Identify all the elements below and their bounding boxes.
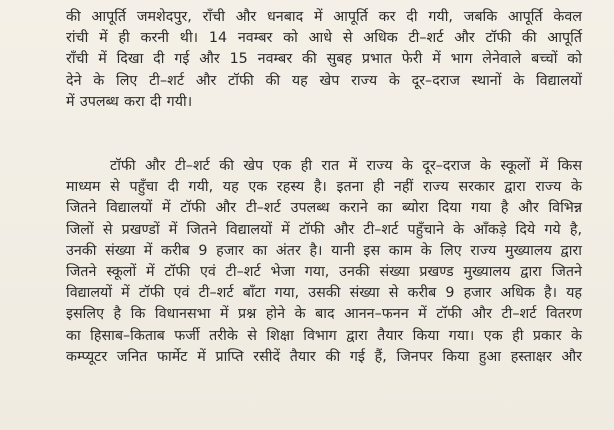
paragraph-1-line-3: राँची में दिखा दी गई और 15 नवम्बर की सुबह प्रभात फेरी में भाग लेनेवाले बच्चों को <box>66 51 582 68</box>
paragraph-2-line-7: विद्यालयों में टॉफी एवं टी–शर्ट बाँटा गया, उसकी संख्या से करीब 9 हजार अधिक है। यह <box>66 285 582 302</box>
paragraph-2-line-2: माध्यम से पहुँचा दी गयी, यह एक रहस्य है। इतना ही नहीं राज्य सरकार द्वारा राज्य के <box>66 179 582 196</box>
paragraph-1 <box>66 7 582 113</box>
paragraph-2-line-10: कम्प्यूटर जनित फार्मेट में प्राप्ति रसीदें तैयार की गई हैं, जिनपर किया हुआ हस्ताक्षर और <box>66 348 582 365</box>
paragraph-2-line-1: टॉफी और टी–शर्ट की खेप एक ही रात में राज्य के दूर–दराज के स्कूलों में किस <box>110 158 582 174</box>
paragraph-2-line-6: जितने स्कूलों में टॉफी एवं टी–शर्ट भेजा गया, उनकी संख्या प्रखण्ड मुख्यालय द्वारा जितने <box>66 263 582 280</box>
paragraph-2-line-8: इसलिए है कि विधानसभा में प्रश्न होने के बाद आनन–फनन में टॉफी और टी–शर्ट वितरण <box>66 306 582 323</box>
paragraph-1-line-1: की आपूर्ति जमशेदपुर, राँची और धनबाद में आपूर्ति कर दी गयी, जबकि आपूर्ति केवल <box>66 9 582 25</box>
paragraph-1-line-2: रांची में ही करनी थी। 14 नवम्बर को आधे से अधिक टी–शर्ट और टॉफी की आपूर्ति <box>66 30 582 47</box>
paragraph-1-line-5: में उपलब्ध करा दी गयी। <box>66 93 193 110</box>
paragraph-2-line-4: जिलों से प्रखण्डों में जितने विद्यालयों में टॉफी और टी–शर्ट पहुँचाने के आँकड़े दिये गये है, <box>66 221 582 238</box>
paragraph-1-line-4: देने के लिए टी–शर्ट और टॉफी की यह खेप राज्य के दूर–दराज स्थानों के विद्यालयों <box>66 72 582 89</box>
paragraph-2 <box>66 156 582 368</box>
paragraph-2-line-3: जितने विद्यालयों में टॉफी और टी–शर्ट उपलब्ध कराने का ब्योरा दिया गया है और विभिन्न <box>66 200 582 217</box>
paragraph-2-line-5: उनकी संख्या में करीब 9 हजार का अंतर है। यानी इस काम के लिए राज्य मुख्यालय द्वारा <box>66 242 582 259</box>
paragraph-2-line-9: का हिसाब–किताब फर्जी तरीके से शिक्षा विभाग द्वारा तैयार किया गया। एक ही प्रकार के <box>66 327 582 344</box>
